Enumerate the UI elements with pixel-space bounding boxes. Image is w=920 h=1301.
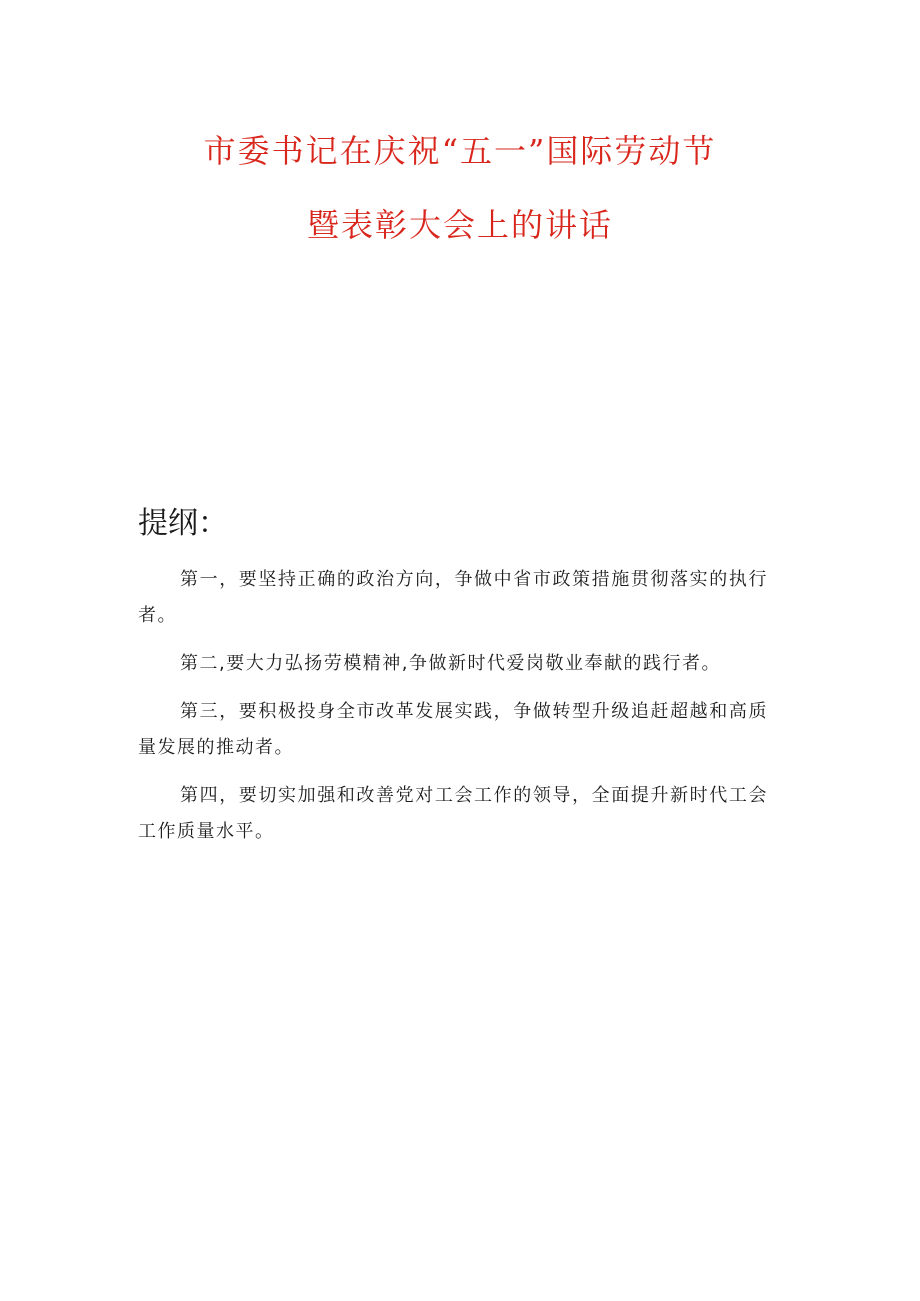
outline-item-1: 第一，要坚持正确的政治方向，争做中省市政策措施贯彻落实的执行者。 bbox=[138, 569, 768, 626]
outline-item-2: 第二,要大力弘扬劳模精神,争做新时代爱岗敬业奉献的践行者。 bbox=[180, 653, 721, 674]
title-line-1: 市委书记在庆祝“五一”国际劳动节 bbox=[203, 132, 717, 170]
outline-item-4: 第四，要切实加强和改善党对工会工作的领导，全面提升新时代工会工作质量水平。 bbox=[138, 785, 768, 842]
title-line-2: 暨表彰大会上的讲话 bbox=[306, 206, 613, 244]
outline-item-3: 第三，要积极投身全市改革发展实践，争做转型升级追赶超越和高质量发展的推动者。 bbox=[138, 701, 768, 758]
document-title bbox=[0, 132, 920, 244]
outline-heading: 提纲： bbox=[138, 506, 228, 541]
outline-list bbox=[138, 562, 768, 862]
